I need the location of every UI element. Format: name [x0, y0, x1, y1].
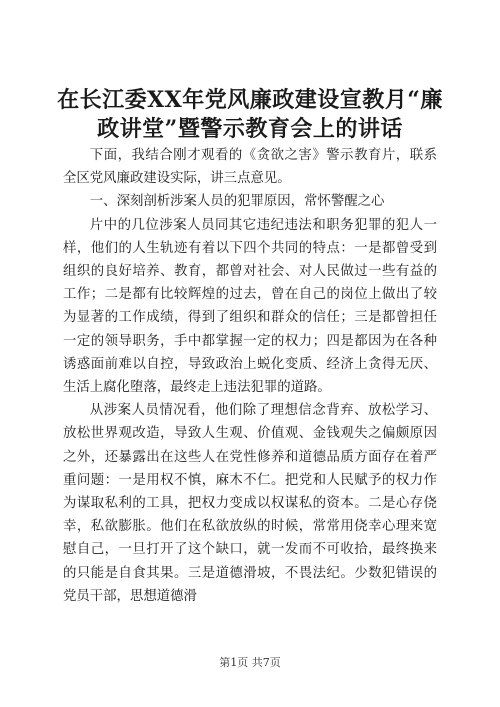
- paragraph-intro: 下面，我结合刚才观看的《贪欲之害》警示教育片，联系全区党风廉政建设实际，讲三点意见。: [63, 148, 437, 187]
- paragraph-case-analysis: 从涉案人员情况看，他们除了理想信念背弃、放松学习、放松世界观改造，导致人生观、价值观、金钱观失之偏颇原因之外，还暴露出在这些人在党性修养和道德品质方面存在着严重问题：一是用权不慎，麻木不仁。把党和人民赋予的权力作为谋取私利的工具，把权力变成以权谋私的资本。二是心存侥幸，私欲膨胀。他们在私欲放纵的时候，常常用侥幸心理来宽慰自己，一旦打开了这个缺口，就一发而不可收拾，最终换来的只能是自食其果。三是道德滑坡，不畏法纪。少数犯错误的党员干部，思想道德滑: [63, 403, 437, 604]
- section-heading-1: 一、深刻剖析涉案人员的犯罪原因，常怀警醒之心: [89, 194, 385, 210]
- paragraph-common-traits: 片中的几位涉案人员同其它违纪违法和职务犯罪的犯人一样，他们的人生轨迹有着以下四个共同的特点：一是都曾受到组织的良好培养、教育，都曾对社会、对人民做过一些有益的工作；二是都有比较辉煌的过去，曾在自己的岗位上做出了较为显著的工作成绩，得到了组织和群众的信任；三是都曾担任一定的领导职务，手中都掌握一定的权力；四是都因为在各种诱惑面前难以自控，导致政治上蜕化变质、经济上贪得无厌、生活上腐化堕落，最终走上违法犯罪的道路。: [63, 217, 437, 396]
- page-footer: 第1页 共7页: [219, 656, 281, 669]
- page-title: 在长江委XX年党风廉政建设宣教月“廉政讲堂”暨警示教育会上的讲话: [57, 87, 443, 142]
- document-body: [63, 144, 437, 608]
